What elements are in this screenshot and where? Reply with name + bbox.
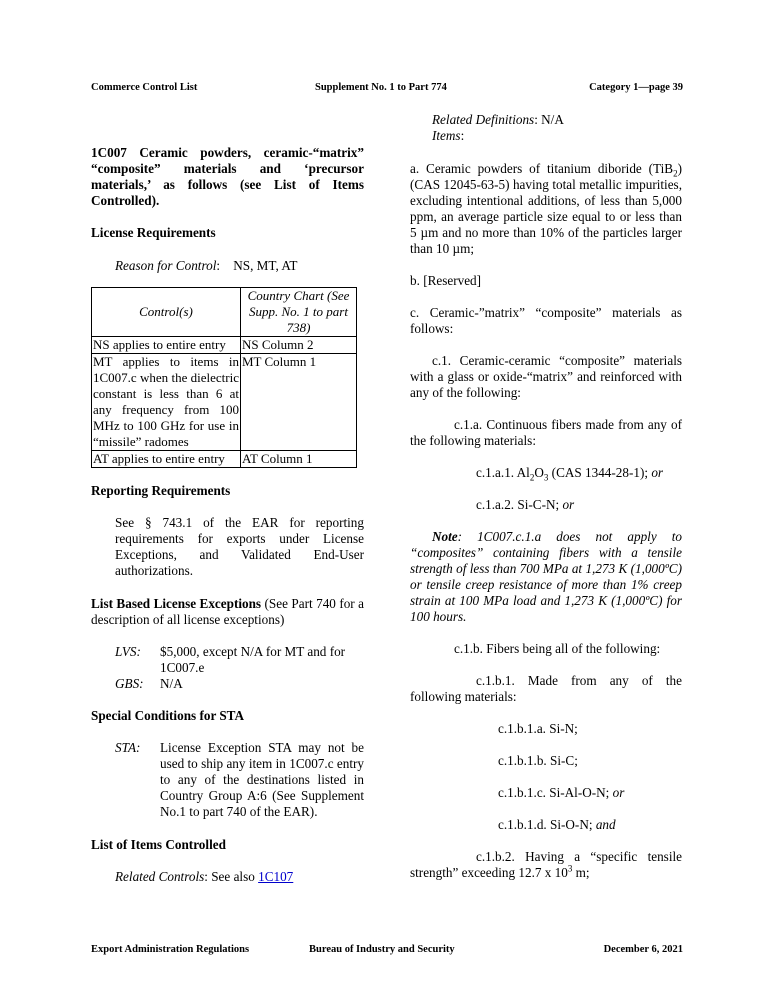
item-c1a2 (410, 497, 682, 513)
license-exceptions-paragraph (91, 596, 364, 628)
page-footer (91, 944, 683, 958)
reporting-requirements-heading: Reporting Requirements (91, 483, 231, 498)
items-controlled-heading: List of Items Controlled (91, 837, 226, 852)
right-column (410, 112, 682, 881)
table-cell-chart: NS Column 2 (241, 337, 357, 354)
header-center: Supplement No. 1 to Part 774 (315, 82, 447, 93)
item-c1b1d-text: c.1.b.1.d. Si-O-N; (498, 817, 596, 832)
lvs-label: LVS: (115, 644, 141, 659)
table-cell-chart: MT Column 1 (241, 354, 357, 451)
footer-left: Export Administration Regulations (91, 944, 250, 955)
license-exceptions-note: (See Part 740 for a description of all license exceptions) (91, 596, 365, 627)
lvs-definition (91, 644, 364, 676)
sta-label: STA: (115, 740, 141, 755)
item-c: c. Ceramic-”matrix” “composite” materials as follows: (410, 305, 682, 336)
item-c1b2-post: m; (572, 865, 590, 880)
table-cell-control: MT applies to items in 1C007.c when the dielectric constant is less than 6 at any frequency from 100 MHz to 100 GHz for use in “missile” radomes (93, 354, 239, 449)
item-a-text: a. Ceramic powders of titanium diboride (TiB (410, 161, 674, 176)
related-controls (91, 869, 364, 885)
table-header-row (92, 288, 357, 337)
gbs-label: GBS: (115, 676, 144, 691)
sta-value: License Exception STA may not be used to ship any item in 1C007.c entry to any of the destinations listed in Country Group A:6 (See Supplement No.1 to part 740 of the EAR). (160, 740, 364, 819)
item-c1b: c.1.b. Fibers being all of the following: (454, 641, 661, 656)
item-c1b1d-and: and (595, 817, 616, 832)
table-row (92, 451, 357, 468)
item-c1b1b: c.1.b.1.b. Si-C; (498, 753, 578, 768)
item-c1a1-or: or (651, 465, 664, 480)
related-control-link[interactable]: 1C107 (258, 869, 294, 884)
header-right: Category 1—page 39 (589, 82, 683, 93)
table-row (92, 337, 357, 354)
footer-center: Bureau of Industry and Security (309, 944, 455, 955)
reporting-text: See § 743.1 of the EAR for reporting requirements for exports under License Exceptions, and Validated End-User authorizations. (115, 515, 364, 578)
item-c1b2-superscript: 3 (567, 863, 573, 874)
license-requirements-heading: License Requirements (91, 225, 216, 240)
reason-for-control: Reason for Control: NS, MT, AT (115, 258, 298, 273)
related-definitions (410, 112, 682, 128)
item-c1b2 (410, 849, 682, 881)
item-c1a: c.1.a. Continuous fibers made from any of the following materials: (410, 417, 682, 448)
table-cell-chart: AT Column 1 (241, 451, 357, 468)
left-column (91, 112, 364, 885)
header-country-chart: Country Chart (See Supp. No. 1 to part 738) (241, 288, 357, 337)
sta-definition (91, 740, 364, 820)
item-b: b. [Reserved] (410, 273, 482, 288)
item-a-subscript: 2 (673, 168, 678, 179)
footer-right: December 6, 2021 (603, 944, 683, 955)
license-exceptions-heading: List Based License Exceptions (91, 596, 262, 611)
item-c1b1c (410, 785, 682, 801)
item-c1a1-text: c.1.a.1. Al (476, 465, 530, 480)
item-c1b1d (410, 817, 682, 833)
lvs-value: $5,000, except N/A for MT and for 1C007.e (160, 644, 346, 675)
control-table (91, 287, 357, 468)
entry-title: 1C007 Ceramic powders, ceramic-“matrix” “composite” materials and ‘precursor materials,’ as follows (see List of Items Controlled). (91, 145, 364, 208)
items-label-line: Items: (432, 128, 465, 143)
related-definitions-value: : N/A (534, 112, 564, 127)
item-c1a1-sub1: 2 (529, 472, 535, 483)
item-c1b1a: c.1.b.1.a. Si-N; (498, 721, 578, 736)
item-c1b1c-or: or (612, 785, 625, 800)
item-c1a1-mid: O (534, 465, 544, 480)
header-control: Control(s) (92, 288, 241, 337)
gbs-definition (91, 676, 364, 692)
item-c1a1-post: (CAS 1344-28-1); (548, 465, 652, 480)
note-label: Note (432, 529, 458, 544)
related-controls-label: Related Controls (115, 869, 205, 884)
related-definitions-label: Related Definitions (432, 112, 535, 127)
item-a (410, 161, 682, 257)
gbs-value: N/A (160, 676, 183, 691)
item-c1a2-or: or (562, 497, 575, 512)
reason-value: NS, MT, AT (233, 258, 298, 273)
related-controls-text: : See also (204, 869, 259, 884)
item-c1a2-text: c.1.a.2. Si-C-N; (476, 497, 563, 512)
note-paragraph (410, 529, 682, 625)
sta-heading: Special Conditions for STA (91, 708, 245, 723)
header-left: Commerce Control List (91, 82, 198, 93)
item-c1b1: c.1.b.1. Made from any of the following materials: (410, 673, 682, 704)
table-row (92, 354, 357, 451)
table-cell-control: AT applies to entire entry (92, 451, 241, 468)
item-c1b2-text: c.1.b.2. Having a “specific tensile strength” exceeding 12.7 x 10 (410, 849, 682, 880)
item-c1a1 (410, 465, 682, 481)
table-cell-control: NS applies to entire entry (92, 337, 241, 354)
item-c1: c.1. Ceramic-ceramic “composite” materials with a glass or oxide-“matrix” and reinforced with any of the following: (410, 353, 682, 400)
page-header (91, 82, 683, 96)
note-text: : 1C007.c.1.a does not apply to “composites” containing fibers with a tensile strength of less than 700 MPa at 1,273 K (1,000ºC) or tensile creep resistance of more than 1% creep strain at 100 MPa load and 1,273 K (1,000ºC) for 100 hours. (410, 529, 682, 624)
item-a-text-cont: ) (CAS 12045-63-5) having total metallic impurities, excluding intentional additions, of less than 5,000 ppm, an average particle size equal to or less than 5 µm and no more than 10% of the particles larger than 10 µm; (410, 161, 682, 256)
reason-label: Reason for Control (115, 258, 217, 273)
items-label: Items (432, 128, 461, 143)
item-c1b1c-text: c.1.b.1.c. Si-Al-O-N; (498, 785, 613, 800)
item-c1a1-sub2: 3 (543, 472, 549, 483)
